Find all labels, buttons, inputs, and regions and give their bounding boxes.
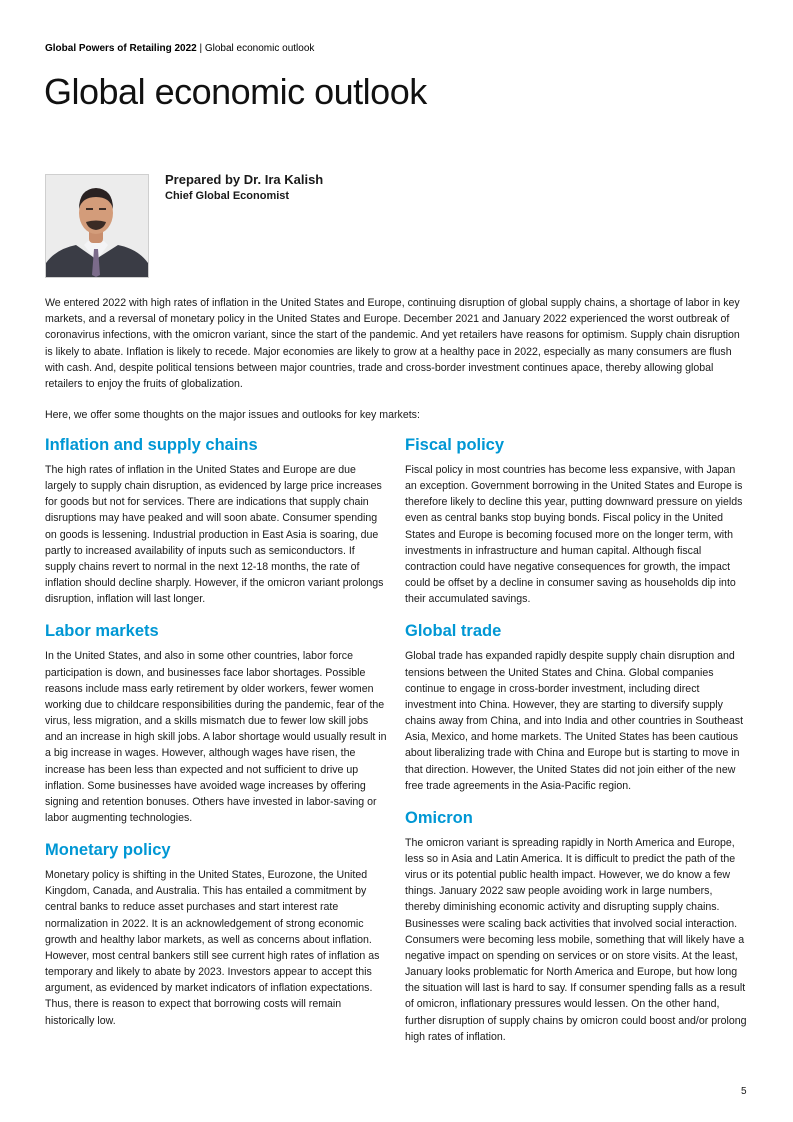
section-body: The high rates of inflation in the United States and Europe are due largely to supply chain disruption, as evidenced by large price increases for goods but not for services. There are indications that supply chain disruptions may have peaked and will soon abate. Consumer spending on goods is lessening. Industrial production in East Asia is soaring, due partly to increased availability of inputs such as semiconductors. If supply chains revert to normal in the next 12-18 months, the rate of inflation should decline sharply. However, if the omicron variant prolongs disruption, inflation will last longer. [45, 464, 384, 606]
left-column [45, 434, 387, 1029]
section-heading: Fiscal policy [405, 436, 505, 454]
section-body: In the United States, and also in some other countries, labor force participation is down, and businesses face labor shortages. Possible reasons include mass early retirement by older workers, fewer women working due to childcare responsibilities during the pandemic, fear of the virus, less migration, and a skills mismatch due to fewer low skill jobs and an increase in high skill jobs. A labor shortage would usually result in a big increase in wages. However, although wages have risen, the increase has been less than expected and not sufficient to drive up inflation. Some businesses have avoided wage increases by offering signing and retention bonuses. Others have invested in labor-saving or labor augmenting technologies. [45, 650, 387, 824]
section-heading: Labor markets [45, 622, 159, 641]
running-header [45, 43, 314, 54]
author-photo [45, 174, 149, 278]
section-fiscal [405, 434, 747, 607]
header-section: Global economic outlook [204, 43, 315, 54]
section-heading: Global trade [405, 622, 502, 641]
section-omicron [405, 807, 747, 1045]
section-body: Monetary policy is shifting in the United States, Eurozone, the United Kingdom, Canada, and Australia. This has entailed a commitment by central banks to reduce asset purchases and start interest rate normalization in 2022. It is an acknowledgement of strong economic growth and healthy labor markets, as well as concerns about inflation. However, most central bankers still see current high rates of inflation as temporary and likely to abate by 2023. Investors appear to accept this argument, as evidenced by market indicators of inflation expectations. Thus, there is reason to expect that borrowing costs will remain historically low. [45, 869, 380, 1027]
page-title: Global economic outlook [44, 71, 427, 112]
page-number: 5 [741, 1086, 747, 1097]
section-labor [45, 620, 387, 826]
section-heading: Monetary policy [45, 841, 171, 860]
intro-paragraph: We entered 2022 with high rates of inflation in the United States and Europe, continuing disruption of global supply chains, a shortage of labor in key markets, and a reversal of monetary policy in the United States and Europe. December 2021 and January 2022 experienced the worst outbreak of coronavirus infections, with the omicron variant, since the start of the pandemic. And yet retailers have reasons for optimism. Supply chain disruption is likely to abate. Inflation is likely to recede. Major economies are likely to grow at a healthy pace in 2022, especially as many consumers are flush with cash. And, despite political tensions between major countries, trade and cross-border investment continues apace, thereby allowing global retailers to enjoy the fruits of globalization. [45, 297, 740, 391]
section-body: Global trade has expanded rapidly despite supply chain disruption and tensions between the United States and China. Global companies continue to engage in cross-border investment, including direct investment into China. However, they are starting to diversify supply chains away from China, and into India and other countries in Southeast Asia, Mexico, and home markets. The United States has been cautious about liberalizing trade with China and Europe but is starting to move in that direction. However, the United States did not join either of the new free trade agreements in the Asia-Pacific region. [405, 650, 744, 792]
section-heading: Inflation and supply chains [45, 436, 258, 454]
header-separator: | [196, 43, 205, 54]
section-trade [405, 620, 747, 793]
section-inflation [45, 434, 387, 607]
section-heading: Omicron [405, 808, 473, 827]
author-block [165, 171, 323, 204]
section-body: Fiscal policy in most countries has become less expansive, with Japan an exception. Government borrowing in the United States and Europe is therefore likely to decline this year, putting downward pressure on yields even as central banks stop buying bonds. Fiscal policy in the United States and Europe is becoming focused more on the longer term, with investments in infrastructure and human capital. Although fiscal contraction could have negative consequences for growth, the impact could be offset by a decline in consumer saving as households dip into their accumulated savings. [405, 464, 743, 606]
intro-lead: Here, we offer some thoughts on the major issues and outlooks for key markets: [45, 409, 420, 421]
report-name: Global Powers of Retailing 2022 [45, 43, 197, 54]
author-name: Prepared by Dr. Ira Kalish [165, 172, 324, 187]
right-column [405, 434, 747, 1045]
author-role: Chief Global Economist [165, 190, 290, 202]
section-body: The omicron variant is spreading rapidly in North America and Europe, less so in Asia and Latin America. It is difficult to predict the path of the virus or its potential public health impact. However, we do know a few things. January 2022 saw people avoiding work in large numbers, thereby diminishing economic activity and disrupting supply chains. Businesses were scaling back activities that involved social interaction. Consumers were becoming less mobile, something that will likely have a negative impact on spending on services or on store visits. At the least, January looks problematic for North America and Europe, but how long the situation will last is hard to say. If consumer spending falls as a result of omicron, inflationary pressures would lessen. On the other hand, further disruption of supply chains by omicron could boost and/or prolong high rates of inflation. [405, 836, 747, 1043]
section-monetary [45, 839, 387, 1029]
